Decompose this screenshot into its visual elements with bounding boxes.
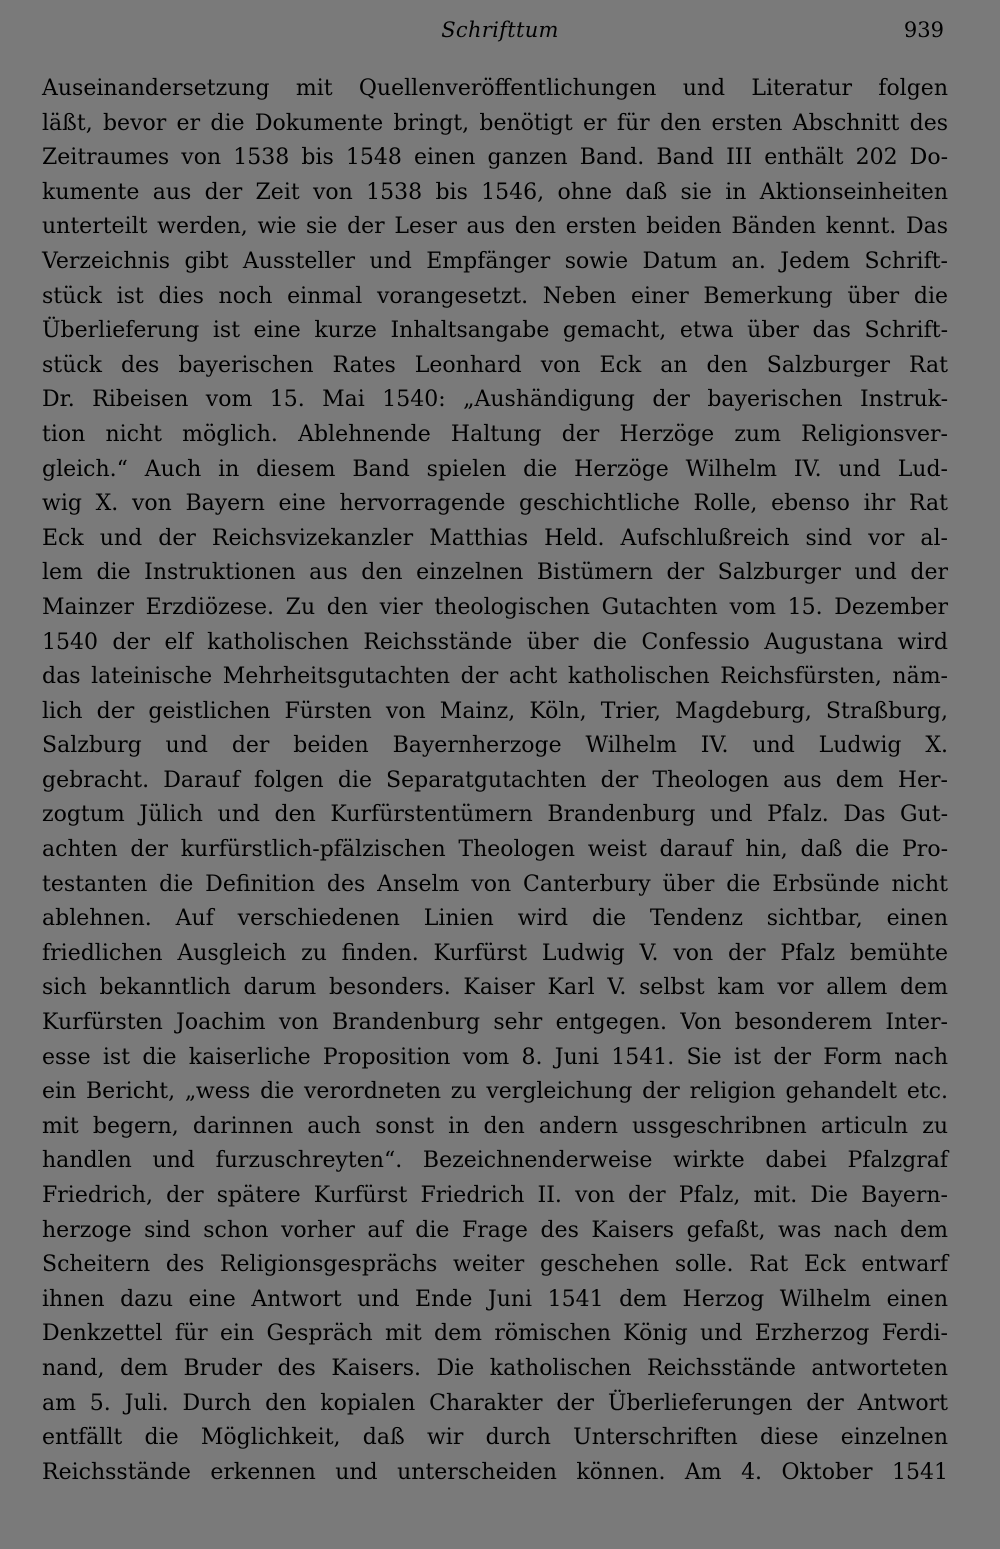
text-line: Friedrich, der spätere Kurfürst Friedrich II. von der Pfalz, mit. Die Bayern-: [42, 1183, 948, 1208]
text-line: ein Bericht, „wess die verordneten zu vergleichung der religion gehandelt etc.: [42, 1079, 948, 1105]
text-line: lem die Instruktionen aus den einzelnen Bistümern der Salzburger und der: [42, 560, 948, 586]
page-number: 939: [903, 18, 944, 42]
text-line: Scheitern des Religionsgesprächs weiter geschehen solle. Rat Eck entwarf: [42, 1252, 948, 1278]
body-text: [42, 72, 948, 1490]
text-line: testanten die Definition des Anselm von Canterbury über die Erbsünde nicht: [42, 871, 948, 897]
text-line: nand, dem Bruder des Kaisers. Die katholischen Reichsstände antworteten: [42, 1355, 948, 1381]
text-line: das lateinische Mehrheitsgutachten der acht katholischen Reichsfürsten, näm-: [42, 664, 948, 690]
text-line: zogtum Jülich und den Kurfürstentümern Brandenburg und Pfalz. Das Gut-: [42, 802, 948, 828]
text-line: Denkzettel für ein Gespräch mit dem römischen König und Erzherzog Ferdi-: [42, 1321, 948, 1347]
text-line: Zeitraumes von 1538 bis 1548 einen ganzen Band. Band III enthält 202 Do-: [42, 145, 948, 171]
text-line: handlen und furzuschreyten“. Bezeichnenderweise wirkte dabei Pfalzgraf: [42, 1148, 948, 1174]
text-line: am 5. Juli. Durch den kopialen Charakter der Überlieferungen der Antwort: [42, 1390, 948, 1416]
text-line: herzoge sind schon vorher auf die Frage des Kaisers gefaßt, was nach dem: [42, 1217, 948, 1243]
text-line: ablehnen. Auf verschiedenen Linien wird die Tendenz sichtbar, einen: [42, 906, 948, 932]
running-head: [0, 18, 1000, 50]
text-line: Eck und der Reichsvizekanzler Matthias Held. Aufschlußreich sind vor al-: [42, 525, 948, 551]
text-line: gebracht. Darauf folgen die Separatgutachten der Theologen aus dem Her-: [42, 767, 948, 793]
running-title: Schrifttum: [441, 18, 559, 42]
text-line: stück ist dies noch einmal vorangesetzt. Neben einer Bemerkung über die: [42, 283, 948, 309]
text-line: esse ist die kaiserliche Proposition vom 8. Juni 1541. Sie ist der Form nach: [42, 1044, 948, 1070]
text-line: stück des bayerischen Rates Leonhard von Eck an den Salzburger Rat: [42, 352, 948, 378]
text-line: Verzeichnis gibt Aussteller und Empfänger sowie Datum an. Jedem Schrift-: [42, 248, 948, 274]
text-line: ihnen dazu eine Antwort und Ende Juni 1541 dem Herzog Wilhelm einen: [42, 1286, 948, 1312]
text-line: Reichsstände erkennen und unterscheiden können. Am 4. Oktober 1541: [42, 1459, 948, 1485]
text-line: tion nicht möglich. Ablehnende Haltung der Herzöge zum Religionsver-: [42, 421, 948, 447]
text-line: kumente aus der Zeit von 1538 bis 1546, ohne daß sie in Aktionseinheiten: [42, 179, 948, 205]
text-line: Überlieferung ist eine kurze Inhaltsangabe gemacht, etwa über das Schrift-: [42, 318, 948, 344]
text-line: 1540 der elf katholischen Reichsstände über die Confessio Augustana wird: [42, 629, 948, 655]
text-line: Salzburg und der beiden Bayernherzoge Wilhelm IV. und Ludwig X.: [42, 733, 948, 759]
text-line: entfällt die Möglichkeit, daß wir durch Unterschriften diese einzelnen: [42, 1425, 948, 1451]
text-line: lich der geistlichen Fürsten von Mainz, Köln, Trier, Magdeburg, Straßburg,: [42, 698, 948, 724]
text-line: unterteilt werden, wie sie der Leser aus den ersten beiden Bänden kennt. Das: [42, 214, 948, 240]
text-line: Mainzer Erzdiözese. Zu den vier theologischen Gutachten vom 15. Dezember: [42, 594, 948, 620]
text-line: Kurfürsten Joachim von Brandenburg sehr entgegen. Von besonderem Inter-: [42, 1010, 948, 1036]
text-line: sich bekanntlich darum besonders. Kaiser Karl V. selbst kam vor allem dem: [42, 975, 948, 1001]
text-line: gleich.“ Auch in diesem Band spielen die Herzöge Wilhelm IV. und Lud-: [42, 456, 948, 482]
text-line: läßt, bevor er die Dokumente bringt, benötigt er für den ersten Abschnitt des: [42, 110, 948, 136]
text-line: achten der kurfürstlich-pfälzischen Theologen weist darauf hin, daß die Pro-: [42, 837, 948, 863]
text-line: mit begern, darinnen auch sonst in den andern ussgeschribnen articuln zu: [42, 1113, 948, 1139]
text-line: Dr. Ribeisen vom 15. Mai 1540: „Aushändigung der bayerischen Instruk-: [42, 387, 948, 413]
text-line: Auseinandersetzung mit Quellenveröffentlichungen und Literatur folgen: [42, 76, 948, 101]
text-line: wig X. von Bayern eine hervorragende geschichtliche Rolle, ebenso ihr Rat: [42, 491, 948, 517]
text-line: friedlichen Ausgleich zu finden. Kurfürst Ludwig V. von der Pfalz bemühte: [42, 940, 948, 966]
